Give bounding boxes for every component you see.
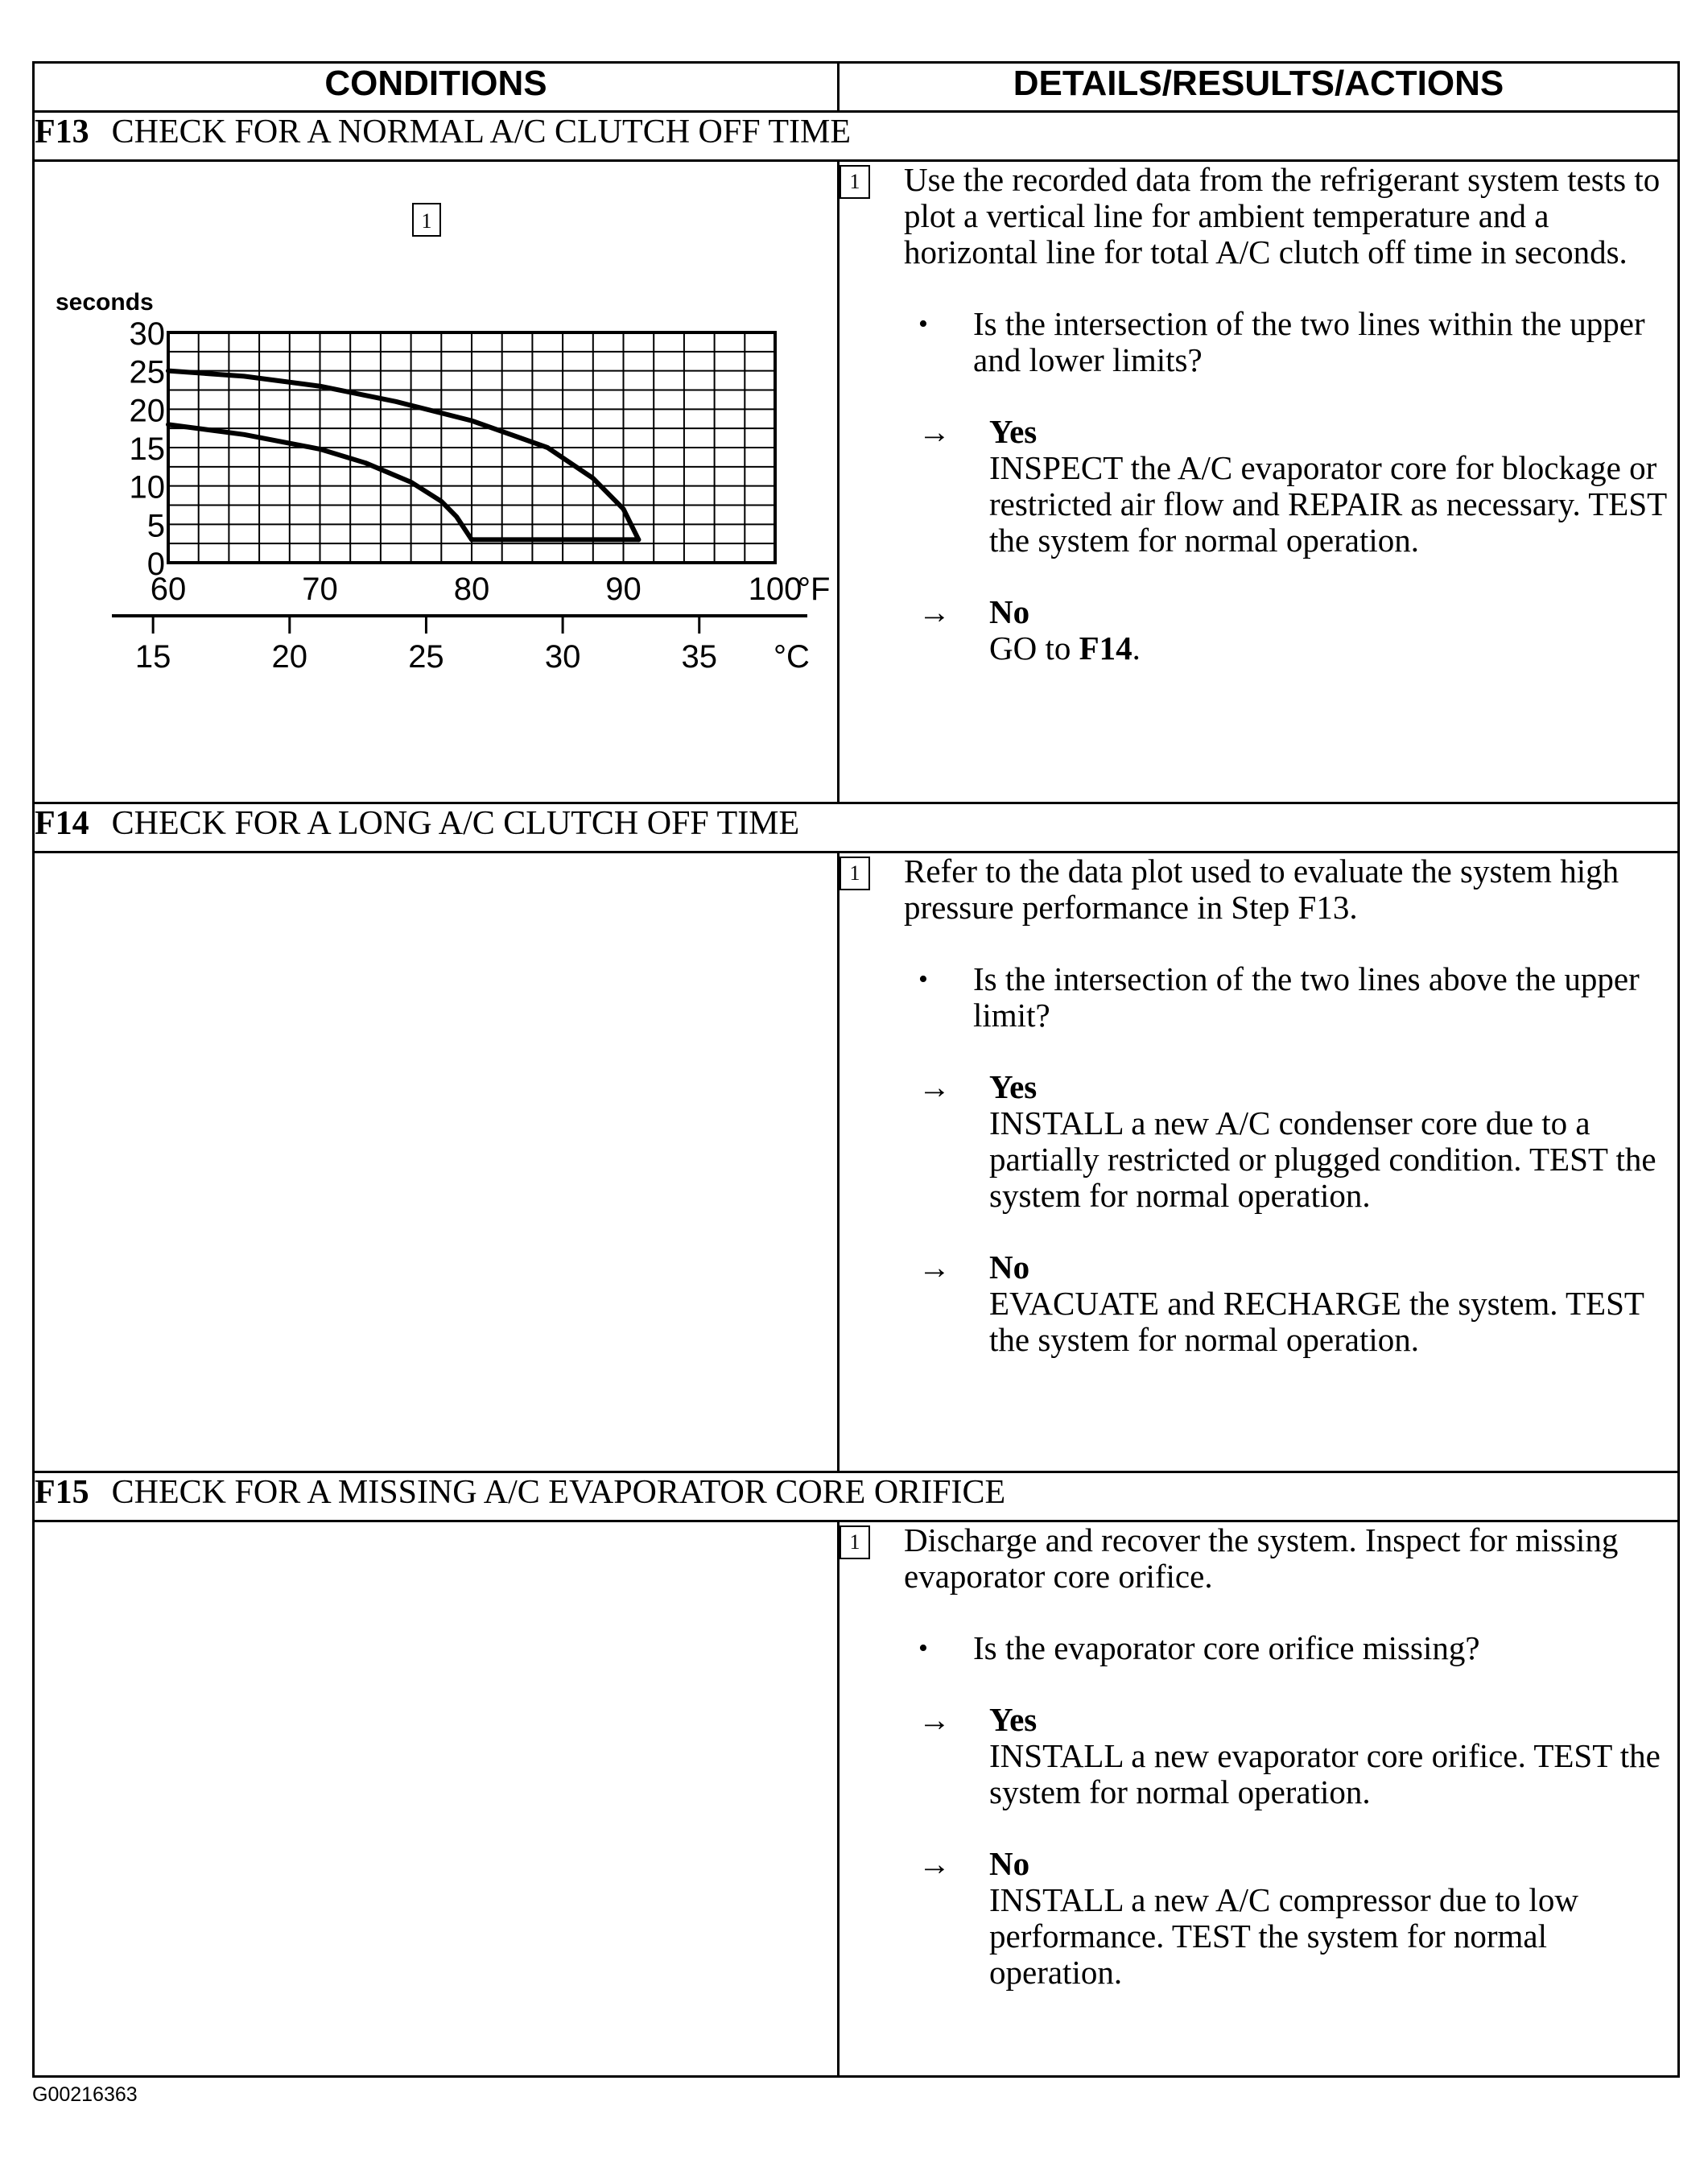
step-title-text: CHECK FOR A NORMAL A/C CLUTCH OFF TIME	[111, 114, 851, 151]
answer-yes	[918, 1702, 1677, 1810]
details-cell-f15	[839, 1521, 1679, 2077]
x-tick-label-f: 70	[302, 572, 338, 607]
x-tick-label-f: 80	[453, 572, 490, 607]
details-cell-f13	[839, 161, 1679, 803]
arrow-right-icon: →	[918, 1702, 951, 1738]
figure-code: G00216363	[32, 2083, 138, 2106]
unit-c-label: °C	[774, 639, 810, 675]
instruction-text: Refer to the data plot used to evaluate the system high pressure performance in Step F13.	[904, 852, 1619, 926]
conditions-cell-f13	[34, 161, 839, 803]
limit-curve-1	[168, 371, 638, 540]
question-text: Is the intersection of the two lines above the upper limit?	[973, 960, 1640, 1034]
y-tick-labels	[130, 316, 166, 582]
bullet-icon: •	[918, 309, 928, 339]
question	[918, 306, 1677, 378]
question	[918, 1630, 1677, 1666]
arrow-right-icon: →	[918, 414, 951, 450]
figure-number: 1	[421, 209, 432, 233]
arrow-right-icon: →	[918, 594, 951, 630]
arrow-right-icon: →	[918, 1249, 951, 1286]
arrow-right-icon: →	[918, 1846, 951, 1882]
y-tick-label: 30	[129, 316, 165, 352]
no-label: No	[989, 1845, 1030, 1882]
item-number-box: 1	[840, 165, 870, 199]
x-tick-label-c: 20	[271, 639, 308, 675]
y-tick-label: 5	[146, 508, 165, 544]
no-text: EVACUATE and RECHARGE the system. TEST the system for normal operation.	[989, 1285, 1644, 1358]
bullet-icon: •	[918, 1633, 928, 1663]
step-title-f14	[34, 803, 1679, 852]
x-tick-label-c: 25	[408, 639, 444, 675]
yes-text: INSTALL a new A/C condenser core due to a partially restricted or plugged condition. TEST the system for normal operation.	[989, 1104, 1656, 1214]
arrow-right-icon: →	[918, 1069, 951, 1105]
x-tick-labels-c	[135, 616, 717, 675]
conditions-cell-f15	[34, 1521, 839, 2077]
conditions-header: CONDITIONS	[34, 63, 839, 112]
x-tick-label-c: 35	[681, 639, 717, 675]
step-title-f15	[34, 1472, 1679, 1521]
y-tick-label: 0	[146, 547, 165, 582]
bullet-icon: •	[918, 964, 928, 994]
x-tick-label-f: 90	[605, 572, 642, 607]
instruction-item	[840, 162, 1677, 270]
answer-no	[918, 1249, 1677, 1358]
no-text: INSTALL a new A/C compressor due to low performance. TEST the system for normal operation.	[989, 1881, 1578, 1991]
step-id: F14	[35, 805, 89, 842]
instruction-text: Discharge and recover the system. Inspect for missing evaporator core orifice.	[904, 1521, 1619, 1595]
step-id: F13	[35, 114, 89, 151]
no-label: No	[989, 1249, 1030, 1286]
item-number-box: 1	[840, 857, 870, 890]
item-number-box: 1	[840, 1525, 870, 1559]
limit-curves	[168, 371, 638, 540]
answer-no	[918, 1846, 1677, 1991]
yes-label: Yes	[989, 413, 1038, 450]
x-tick-labels-f	[151, 572, 802, 607]
yes-text: INSTALL a new evaporator core orifice. TEST the system for normal operation.	[989, 1737, 1661, 1810]
y-tick-label: 25	[129, 354, 165, 390]
instruction-text: Use the recorded data from the refrigerant system tests to plot a vertical line for ambient temperature and a horizontal line for total A/C clutch off time in seconds.	[904, 161, 1661, 270]
step-title-f13	[34, 112, 1679, 161]
diagnostic-table	[32, 61, 1680, 2078]
question-text: Is the intersection of the two lines within the upper and lower limits?	[973, 305, 1645, 378]
y-axis-label: seconds	[56, 289, 154, 316]
x-tick-label-f: 100	[748, 572, 802, 607]
y-tick-label: 15	[129, 431, 165, 467]
yes-label: Yes	[989, 1068, 1038, 1105]
y-tick-label: 10	[129, 469, 165, 506]
answer-no	[918, 594, 1677, 667]
instruction-item	[840, 853, 1677, 926]
clutch-off-time-chart	[35, 162, 840, 798]
step-title-text: CHECK FOR A MISSING A/C EVAPORATOR CORE ORIFICE	[111, 1474, 1006, 1511]
y-tick-label: 20	[129, 393, 165, 429]
x-tick-label-c: 30	[544, 639, 581, 675]
details-header: DETAILS/RESULTS/ACTIONS	[839, 63, 1679, 112]
answer-yes	[918, 414, 1677, 559]
x-tick-label-c: 15	[134, 639, 171, 675]
yes-text: INSPECT the A/C evaporator core for blockage or restricted air flow and REPAIR as necessary. TEST the system for normal operation.	[989, 449, 1667, 559]
question-text: Is the evaporator core orifice missing?	[973, 1629, 1480, 1666]
instruction-item	[840, 1522, 1677, 1595]
no-label: No	[989, 593, 1030, 630]
no-prefix: GO to	[989, 630, 1071, 667]
yes-label: Yes	[989, 1701, 1038, 1738]
x-tick-label-f: 60	[150, 572, 187, 607]
step-id: F15	[35, 1474, 89, 1511]
answer-yes	[918, 1069, 1677, 1214]
no-reference: F14	[1079, 630, 1132, 667]
question	[918, 961, 1677, 1034]
unit-f-label: °F	[798, 572, 831, 607]
step-title-text: CHECK FOR A LONG A/C CLUTCH OFF TIME	[111, 805, 800, 842]
chart-grid	[168, 332, 775, 563]
details-cell-f14	[839, 852, 1679, 1472]
no-suffix: .	[1132, 630, 1141, 667]
conditions-cell-f14	[34, 852, 839, 1472]
